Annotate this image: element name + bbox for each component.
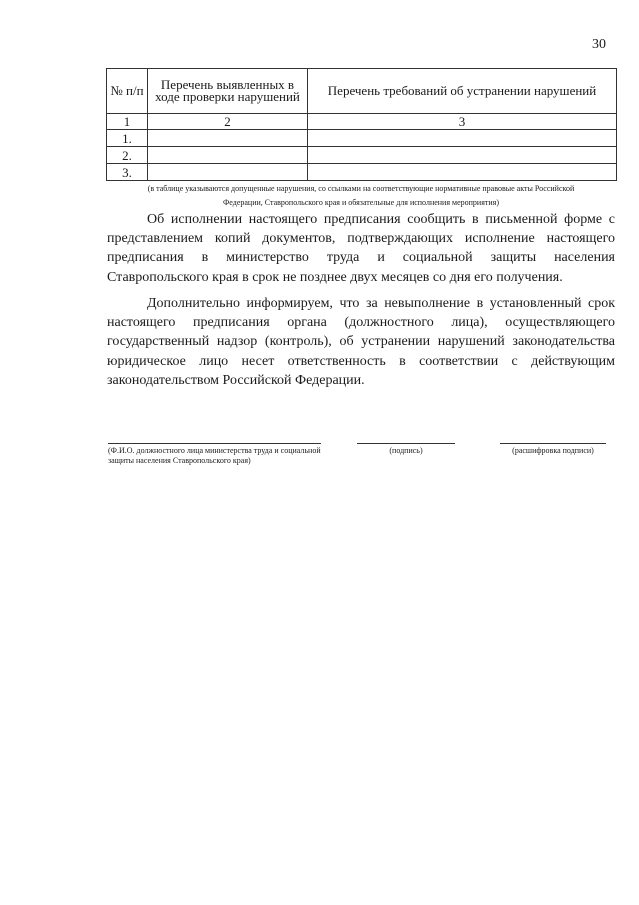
signature-caption: (подпись) <box>389 446 423 455</box>
signature-line <box>357 443 455 444</box>
table-row <box>107 164 617 181</box>
header-violations: Перечень выявленных в ходе проверки нарушений <box>148 69 308 114</box>
violation-cell <box>148 164 308 181</box>
row-number: 3. <box>107 164 148 181</box>
header-requirements: Перечень требований об устранении нарушений <box>308 69 617 114</box>
row-number: 2. <box>107 147 148 164</box>
official-name-caption-line: защиты населения Ставропольского края) <box>108 456 251 465</box>
row-number: 1. <box>107 130 148 147</box>
official-name-line <box>108 443 321 444</box>
violation-cell <box>148 130 308 147</box>
requirement-cell <box>308 130 617 147</box>
signature-decryption-caption: (расшифровка подписи) <box>512 446 594 455</box>
table-caption-line: Федерации, Ставропольского края и обязательные для исполнения мероприятия) <box>222 198 499 207</box>
column-number: 3 <box>308 114 617 130</box>
requirement-cell <box>308 164 617 181</box>
table-header-row <box>107 69 617 114</box>
column-numbers-row <box>107 114 617 130</box>
column-number: 1 <box>107 114 148 130</box>
violation-cell <box>148 147 308 164</box>
signature-decryption-line <box>500 443 606 444</box>
column-number: 2 <box>148 114 308 130</box>
table-row <box>107 147 617 164</box>
official-name-caption <box>108 446 358 466</box>
page-number: 30 <box>592 37 606 52</box>
requirement-cell <box>308 147 617 164</box>
paragraph-report-deadline: Об исполнении настоящего предписания сообщить в письменной форме с представлением копий документов, подтверждающих исполнение настоящего предписания в министерство труда и социальной защиты населения Ставропольского края в срок не позднее двух месяцев со дня его получения. <box>107 212 615 285</box>
paragraph-liability-notice: Дополнительно информируем, что за невыполнение в установленный срок настоящего предписания органа (должностного лица), осуществляющего государственный надзор (контроль), об устранении нарушений законодательства юридическое лицо несет ответственность в соответствии с действующим законодательством Российской Федерации. <box>107 296 615 388</box>
table-caption <box>106 182 616 210</box>
header-number: № п/п <box>107 69 148 114</box>
table-caption-line: (в таблице указываются допущенные нарушения, со ссылками на соответствующие нормативные правовые акты Российской <box>147 184 575 193</box>
official-name-caption-line: (Ф.И.О. должностного лица министерства труда и социальной <box>108 446 321 455</box>
table-row <box>107 130 617 147</box>
violations-table <box>106 68 617 181</box>
